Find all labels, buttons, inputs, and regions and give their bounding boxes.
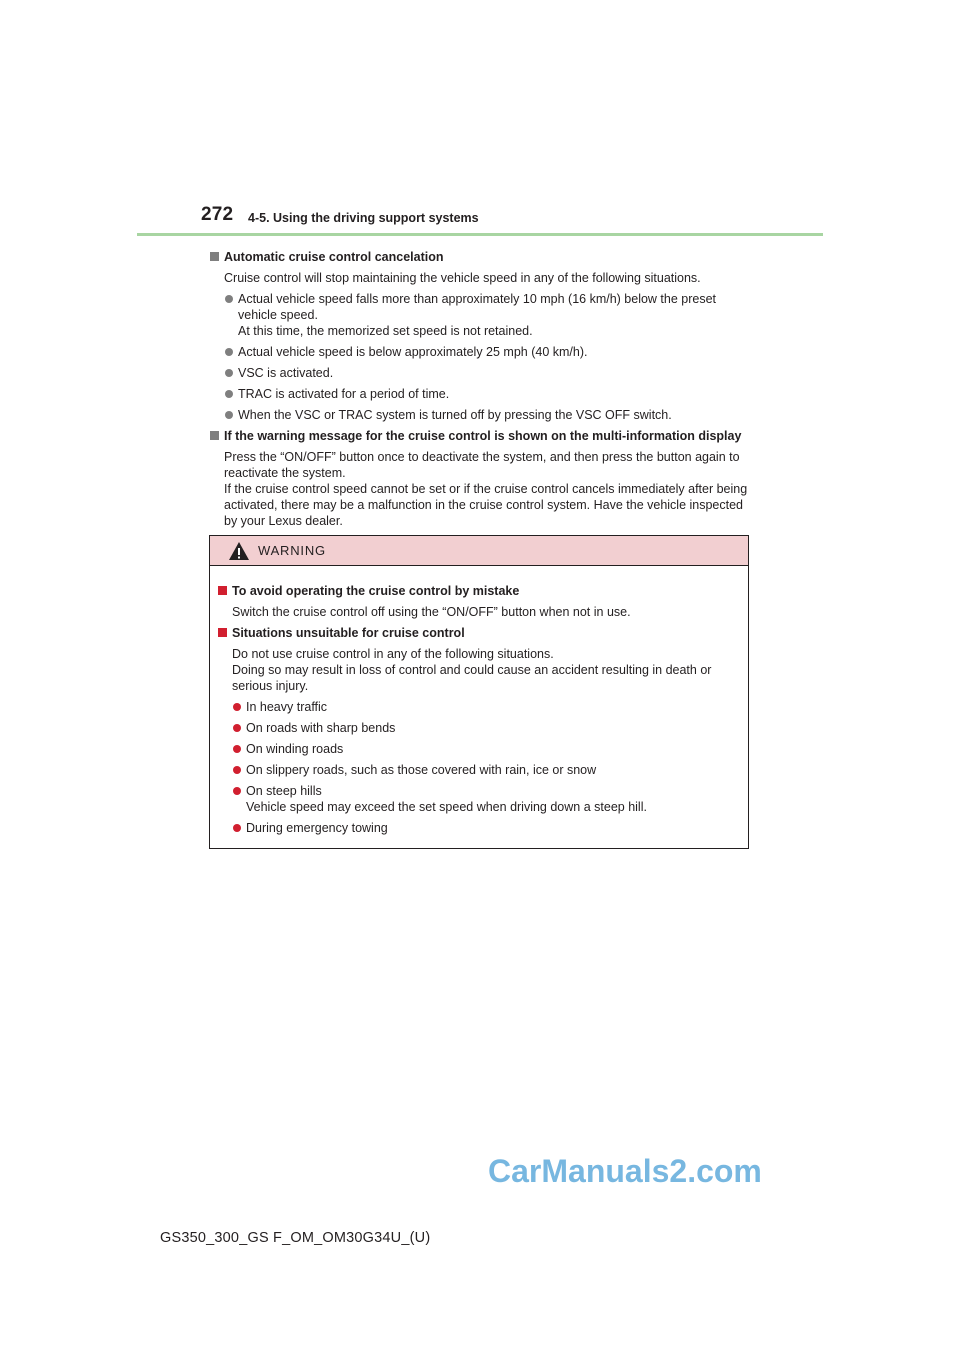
warning-heading-unsuitable <box>218 625 748 641</box>
circle-bullet-icon <box>233 824 241 832</box>
circle-bullet-icon <box>225 348 233 356</box>
warning-triangle-icon <box>228 541 250 561</box>
list-item-text: On slippery roads, such as those covered with rain, ice or snow <box>246 763 597 777</box>
warning-body <box>210 566 748 836</box>
square-bullet-icon <box>218 628 227 637</box>
heading-text: Automatic cruise control cancelation <box>224 250 444 264</box>
list-item <box>218 762 748 778</box>
paragraph: If the cruise control speed cannot be set or if the cruise control cancels immediately after being activated, there may be a malfunction in the cruise control system. Have the vehicle inspected by your Lexus dealer. <box>224 482 748 528</box>
list-item-text: At this time, the memorized set speed is not retained. <box>238 324 533 338</box>
list-item-text: Actual vehicle speed falls more than approximately 10 mph (16 km/h) below the preset vehicle speed. <box>238 292 717 322</box>
circle-bullet-icon <box>233 724 241 732</box>
warning-box <box>209 535 749 849</box>
paragraph: Press the “ON/OFF” button once to deactivate the system, and then press the button again to reactivate the system. <box>224 450 740 480</box>
list-item-text: On winding roads <box>246 742 344 756</box>
list-item-text: VSC is activated. <box>238 366 334 380</box>
list-item <box>218 720 748 736</box>
section-heading-cancelation <box>210 249 755 265</box>
header-rule <box>137 233 823 236</box>
watermark-logo[interactable]: CarManuals2.com <box>488 1153 762 1189</box>
square-bullet-icon <box>218 586 227 595</box>
list-item-text: Actual vehicle speed is below approximately 25 mph (40 km/h). <box>238 345 588 359</box>
square-bullet-icon <box>210 431 219 440</box>
warning-header <box>210 536 748 566</box>
list-item-text: On roads with sharp bends <box>246 721 396 735</box>
list-item <box>218 820 748 836</box>
heading-text: To avoid operating the cruise control by mistake <box>232 584 520 598</box>
list-item-text: During emergency towing <box>246 821 388 835</box>
list-item <box>210 291 755 339</box>
list-item-text: In heavy traffic <box>246 700 328 714</box>
list-item <box>218 783 748 815</box>
paragraph: Cruise control will stop maintaining the vehicle speed in any of the following situations. <box>224 271 701 285</box>
square-bullet-icon <box>210 252 219 261</box>
heading-text: Situations unsuitable for cruise control <box>232 626 465 640</box>
warning-heading-mistake <box>218 583 748 599</box>
circle-bullet-icon <box>233 787 241 795</box>
paragraph: Switch the cruise control off using the “ON/OFF” button when not in use. <box>232 605 631 619</box>
warning-title: WARNING <box>258 543 326 558</box>
main-content <box>210 244 755 529</box>
section-heading-warning-message <box>210 428 755 444</box>
heading-text: If the warning message for the cruise control is shown on the multi-information display <box>224 429 742 443</box>
circle-bullet-icon <box>233 766 241 774</box>
section-title: 4-5. Using the driving support systems <box>248 211 479 225</box>
circle-bullet-icon <box>225 369 233 377</box>
list-item <box>210 407 755 423</box>
list-item-text: TRAC is activated for a period of time. <box>238 387 450 401</box>
paragraph: Doing so may result in loss of control and could cause an accident resulting in death or serious injury. <box>232 663 712 693</box>
list-item-text: On steep hills <box>246 784 322 798</box>
list-item <box>210 344 755 360</box>
circle-bullet-icon <box>233 703 241 711</box>
list-item <box>210 365 755 381</box>
list-item-text: Vehicle speed may exceed the set speed when driving down a steep hill. <box>246 800 647 814</box>
list-item <box>218 741 748 757</box>
circle-bullet-icon <box>225 411 233 419</box>
list-item-text: When the VSC or TRAC system is turned off by pressing the VSC OFF switch. <box>238 408 672 422</box>
circle-bullet-icon <box>233 745 241 753</box>
list-item <box>218 699 748 715</box>
circle-bullet-icon <box>225 295 233 303</box>
circle-bullet-icon <box>225 390 233 398</box>
list-item <box>210 386 755 402</box>
document-code: GS350_300_GS F_OM_OM30G34U_(U) <box>160 1230 431 1246</box>
paragraph: Do not use cruise control in any of the following situations. <box>232 647 554 661</box>
page-number: 272 <box>201 204 234 225</box>
